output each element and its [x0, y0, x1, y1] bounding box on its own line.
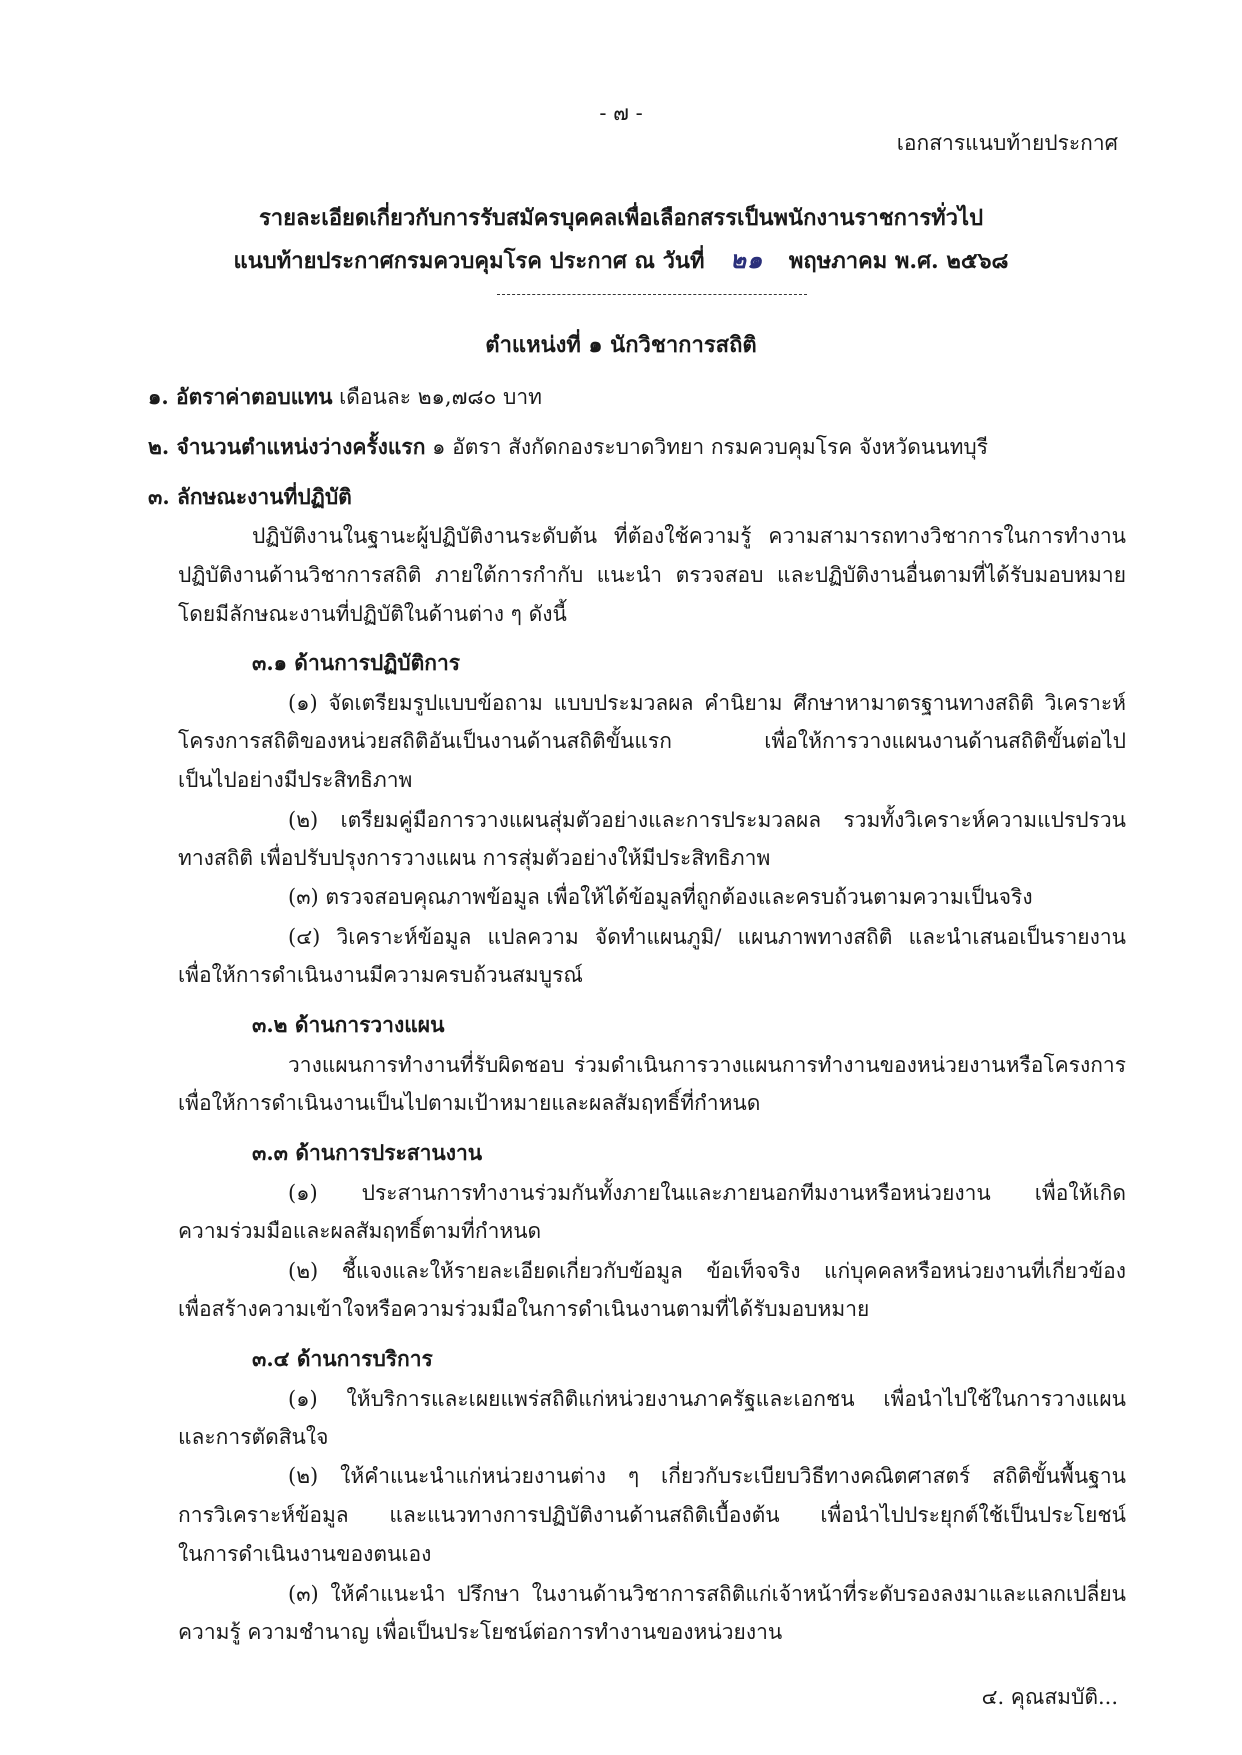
- item-3-para-line2: ปฏิบัติงานด้านวิชาการสถิติ ภายใต้การกำกับ แนะนำ ตรวจสอบ และปฏิบัติงานอื่นตามที่ได้รับมอบหมาย: [178, 563, 1126, 587]
- s32-line2: เพื่อให้การดำเนินงานเป็นไปตามเป้าหมายและผลสัมฤทธิ์ที่กำหนด: [178, 1091, 761, 1115]
- document-title-line1: รายละเอียดเกี่ยวกับการรับสมัครบุคคลเพื่อเลือกสรรเป็นพนักงานราชการทั่วไป: [258, 205, 984, 231]
- item-1-text: เดือนละ ๒๑,๗๘๐ บาท: [332, 385, 543, 409]
- s31-item4-line2: เพื่อให้การดำเนินงานมีความครบถ้วนสมบูรณ์: [178, 963, 583, 987]
- s33-item2-line1: (๒) ชี้แจงและให้รายละเอียดเกี่ยวกับข้อมูล ข้อเท็จจริง แก่บุคคลหรือหน่วยงานที่เกี่ยวข้อง: [288, 1259, 1126, 1283]
- s33-item2-line2: เพื่อสร้างความเข้าใจหรือความร่วมมือในการดำเนินงานตามที่ได้รับมอบหมาย: [178, 1297, 870, 1321]
- section-3-2-heading: ๓.๒ ด้านการวางแผน: [252, 1012, 445, 1037]
- s34-item2-line3: ในการดำเนินงานของตนเอง: [178, 1542, 432, 1566]
- s34-item3-line1: (๓) ให้คำแนะนำ ปรึกษา ในงานด้านวิชาการสถิติแก่เจ้าหน้าที่ระดับรองลงมาและแลกเปลี่ยน: [288, 1582, 1126, 1606]
- s31-item1-line1: (๑) จัดเตรียมรูปแบบข้อถาม แบบประมวลผล คำนิยาม ศึกษาหามาตรฐานทางสถิติ วิเคราะห์: [288, 691, 1126, 715]
- item-3-para-line3: โดยมีลักษณะงานที่ปฏิบัติในด้านต่าง ๆ ดังนี้: [178, 602, 567, 626]
- handwritten-day: ๒๑: [730, 245, 764, 274]
- title-line2-suffix: พฤษภาคม พ.ศ. ๒๕๖๘: [788, 248, 1009, 274]
- item-1-label: ๑. อัตราค่าตอบแทน: [148, 384, 333, 409]
- item-2-label: ๒. จำนวนตำแหน่งว่างครั้งแรก: [148, 434, 426, 459]
- s33-item1-line2: ความร่วมมือและผลสัมฤทธิ์ตามที่กำหนด: [178, 1219, 542, 1243]
- item-3-para-line1: ปฏิบัติงานในฐานะผู้ปฏิบัติงานระดับต้น ที่ต้องใช้ความรู้ ความสามารถทางวิชาการในการทำงาน: [252, 524, 1126, 548]
- section-3-3-heading: ๓.๓ ด้านการประสานงาน: [252, 1140, 483, 1165]
- s31-item1-line2: โครงการสถิติของหน่วยสถิติอันเป็นงานด้านสถิติขั้นแรก เพื่อให้การวางแผนงานด้านสถิติขั้นต่อไป: [178, 729, 1126, 753]
- continuation-marker: ๔. คุณสมบัติ...: [981, 1685, 1118, 1709]
- page-number: - ๗ -: [599, 101, 643, 125]
- s31-item1-line3: เป็นไปอย่างมีประสิทธิภาพ: [178, 768, 413, 792]
- item-1: [148, 382, 542, 412]
- item-2-text: ๑ อัตรา สังกัดกองระบาดวิทยา กรมควบคุมโรค จังหวัดนนทบุรี: [425, 435, 989, 459]
- s34-item2-line1: (๒) ให้คำแนะนำแก่หน่วยงานต่าง ๆ เกี่ยวกับระเบียบวิธีทางคณิตศาสตร์ สถิติขั้นพื้นฐาน: [288, 1464, 1126, 1488]
- title-line2-prefix: แนบท้ายประกาศกรมควบคุมโรค ประกาศ ณ วันที่: [233, 248, 705, 274]
- s31-item3-line1: (๓) ตรวจสอบคุณภาพข้อมูล เพื่อให้ได้ข้อมูลที่ถูกต้องและครบถ้วนตามความเป็นจริง: [288, 885, 1033, 909]
- title-divider: [497, 294, 807, 295]
- s33-item1-line1: (๑) ประสานการทำงานร่วมกันทั้งภายในและภายนอกทีมงานหรือหน่วยงาน เพื่อให้เกิด: [288, 1181, 1126, 1205]
- item-3-label: ๓. ลักษณะงานที่ปฏิบัติ: [148, 484, 352, 509]
- section-3-4-heading: ๓.๔ ด้านการบริการ: [252, 1346, 433, 1371]
- document-title-line2: [0, 245, 1242, 276]
- s31-item2-line2: ทางสถิติ เพื่อปรับปรุงการวางแผน การสุ่มตัวอย่างให้มีประสิทธิภาพ: [178, 846, 771, 870]
- s31-item2-line1: (๒) เตรียมคู่มือการวางแผนสุ่มตัวอย่างและการประมวลผล รวมทั้งวิเคราะห์ความแปรปรวน: [288, 808, 1126, 832]
- item-2: [148, 432, 988, 462]
- s34-item3-line2: ความรู้ ความชำนาญ เพื่อเป็นประโยชน์ต่อการทำงานของหน่วยงาน: [178, 1620, 783, 1644]
- s34-item1-line2: และการตัดสินใจ: [178, 1425, 329, 1449]
- s34-item1-line1: (๑) ให้บริการและเผยแพร่สถิติแก่หน่วยงานภาครัฐและเอกชน เพื่อนำไปใช้ในการวางแผน: [288, 1387, 1126, 1411]
- position-heading: ตำแหน่งที่ ๑ นักวิชาการสถิติ: [485, 332, 757, 358]
- s34-item2-line2: การวิเคราะห์ข้อมูล และแนวทางการปฏิบัติงานด้านสถิติเบื้องต้น เพื่อนำไปประยุกต์ใช้เป็นประโยชน์: [178, 1503, 1126, 1527]
- s32-line1: วางแผนการทำงานที่รับผิดชอบ ร่วมดำเนินการวางแผนการทำงานของหน่วยงานหรือโครงการ: [288, 1053, 1126, 1077]
- attachment-label: เอกสารแนบท้ายประกาศ: [896, 131, 1118, 155]
- section-3-1-heading: ๓.๑ ด้านการปฏิบัติการ: [252, 650, 461, 675]
- s31-item4-line1: (๔) วิเคราะห์ข้อมูล แปลความ จัดทำแผนภูมิ/ แผนภาพทางสถิติ และนำเสนอเป็นรายงาน: [288, 925, 1126, 949]
